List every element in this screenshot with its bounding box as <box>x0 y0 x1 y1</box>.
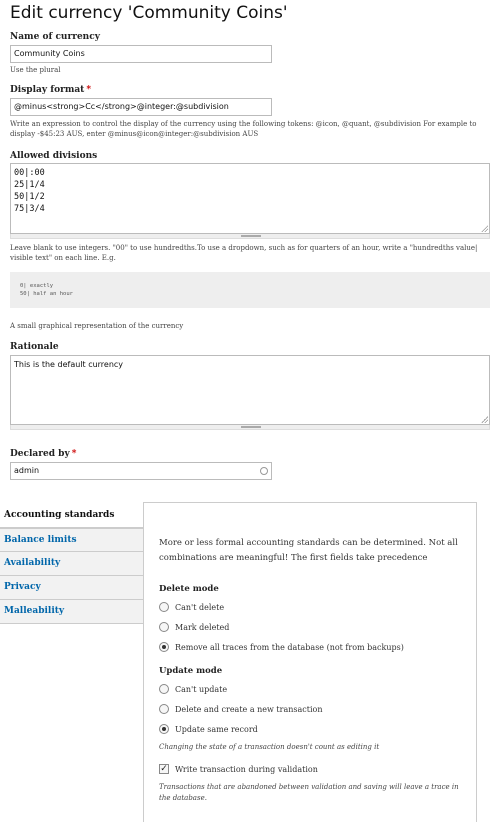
divisions-line: 75|3/4 <box>14 204 45 214</box>
radio-icon[interactable] <box>159 622 169 632</box>
divisions-line: 00|:00 <box>14 168 45 178</box>
rationale-text: This is the default currency <box>14 360 124 369</box>
format-input[interactable]: @minus<strong>Cc</strong>@integer:@subdivision <box>10 98 272 116</box>
divisions-resize-grip[interactable] <box>10 234 490 239</box>
example-line: 0| exactly <box>20 283 54 289</box>
option-label: Can't update <box>175 685 228 694</box>
autocomplete-throbber-icon <box>260 467 268 475</box>
required-marker: * <box>71 449 77 459</box>
option-label: Write transaction during validation <box>175 765 318 774</box>
grip-icon <box>241 235 261 237</box>
option-label: Delete and create a new transaction <box>175 705 323 714</box>
write-validation-option[interactable] <box>159 764 318 776</box>
divisions-field-label: Allowed divisions <box>10 151 98 161</box>
write-validation-description: Transactions that are abandoned between validation and saving will leave a trace in the database. <box>159 783 459 802</box>
radio-selected-icon[interactable] <box>159 724 169 734</box>
resize-corner-icon[interactable] <box>481 225 488 232</box>
delete-option-remove-all[interactable] <box>159 642 404 654</box>
option-label: Mark deleted <box>175 623 230 632</box>
name-field-label: Name of currency <box>10 32 100 42</box>
tab-accounting-standards[interactable]: Accounting standards <box>0 504 143 528</box>
update-option-cant-update[interactable] <box>159 684 227 696</box>
divisions-example-code <box>10 272 490 308</box>
tab-availability[interactable]: Availability <box>0 552 143 576</box>
tab-privacy[interactable]: Privacy <box>0 576 143 600</box>
rationale-resize-grip[interactable] <box>10 425 490 430</box>
resize-corner-icon[interactable] <box>481 416 488 423</box>
option-label: Remove all traces from the database (not from backups) <box>175 643 404 652</box>
format-field-description: Write an expression to control the display of the currency using the following tokens: @icon, @quant, @subdivision For example to display -$45:23 AUS, enter @minus@icon@integer:@subdivision AUS <box>10 120 477 138</box>
required-marker: * <box>86 85 92 95</box>
divisions-line: 50|1/2 <box>14 192 45 202</box>
option-label: Update same record <box>175 725 258 734</box>
format-field-label <box>10 85 91 95</box>
divisions-textarea[interactable] <box>10 163 490 234</box>
icon-field-description: A small graphical representation of the currency <box>10 322 184 330</box>
rationale-field-label: Rationale <box>10 342 59 352</box>
name-input[interactable]: Community Coins <box>10 45 272 63</box>
vertical-tabs-list <box>0 504 143 624</box>
format-field-label-text: Display format <box>10 85 85 95</box>
grip-icon <box>241 426 261 428</box>
tab-balance-limits[interactable]: Balance limits <box>0 528 143 552</box>
update-mode-description: Changing the state of a transaction doesn't count as editing it <box>159 743 380 751</box>
declared-field-label-text: Declared by <box>10 449 70 459</box>
declared-by-value: admin <box>14 466 40 475</box>
example-line: 50| half an hour <box>20 291 73 297</box>
declared-by-input[interactable] <box>10 462 272 480</box>
radio-icon[interactable] <box>159 602 169 612</box>
accounting-standards-pane <box>143 502 477 822</box>
update-option-delete-create[interactable] <box>159 704 322 716</box>
divisions-line: 25|1/4 <box>14 180 45 190</box>
radio-icon[interactable] <box>159 684 169 694</box>
update-mode-label: Update mode <box>159 666 223 676</box>
rationale-textarea[interactable] <box>10 355 490 425</box>
option-label: Can't delete <box>175 603 225 612</box>
tab-malleability[interactable]: Malleability <box>0 600 143 624</box>
pane-intro-text: More or less formal accounting standards can be determined. Not all combinations are meaningful! The first fields take precedence <box>159 538 458 563</box>
delete-mode-label: Delete mode <box>159 584 219 594</box>
delete-option-cant-delete[interactable] <box>159 602 224 614</box>
page-title: Edit currency 'Community Coins' <box>10 3 288 23</box>
update-option-same-record[interactable] <box>159 724 258 736</box>
declared-field-label <box>10 449 76 459</box>
divisions-field-description: Leave blank to use integers. "00" to use hundredths.To use a dropdown, such as for quarters of an hour, write a "hundredths value| visible text" on each line. E.g. <box>10 244 478 262</box>
radio-selected-icon[interactable] <box>159 642 169 652</box>
checkbox-checked-icon[interactable]: ✓ <box>160 764 168 774</box>
delete-option-mark-deleted[interactable] <box>159 622 229 634</box>
radio-icon[interactable] <box>159 704 169 714</box>
name-field-description: Use the plural <box>10 66 61 74</box>
